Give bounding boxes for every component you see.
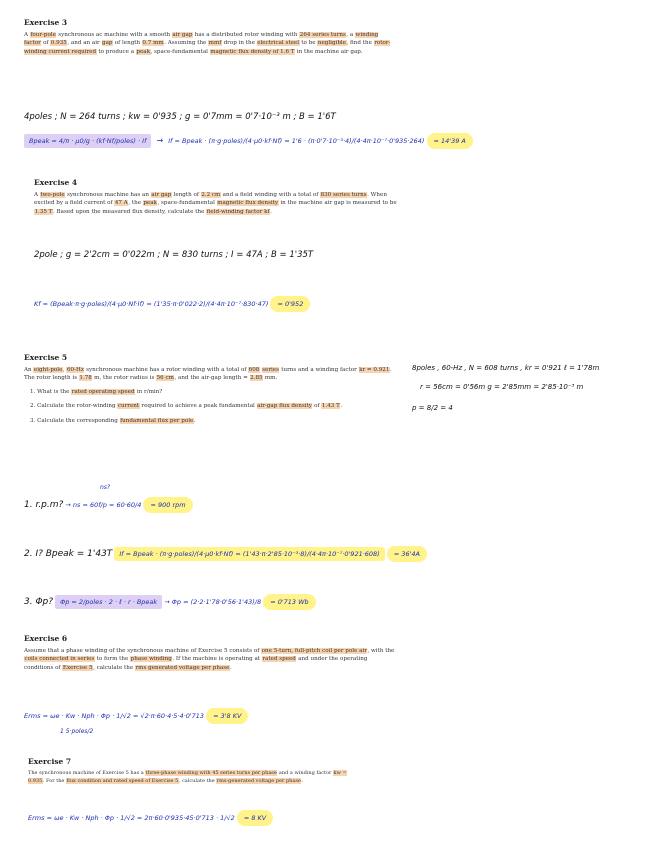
erms-formula-7: Erms = ωe · Kw · Nph · Φp · 1/√2 = 2π·60·0'935·45·0'713 · 1/√2 — [28, 814, 235, 822]
exercise-7-result: = 8 KV — [237, 810, 273, 826]
a3-formula: Φp = 2/poles · 2 · ℓ · r · Bpeak — [55, 595, 162, 609]
exercise-4-result: = 0'952 — [270, 296, 310, 312]
exercise-5-questions — [24, 388, 398, 425]
a3-formula-2: → Φp = (2·2·1'78·0'56·1'43)/8 — [164, 598, 262, 606]
exercise-6-result: = 3'8 KV — [206, 708, 248, 724]
a2-result: = 36'4A — [387, 546, 427, 562]
exercise-3-result: = 14'39 A — [427, 133, 473, 149]
exercise-3 — [24, 18, 394, 56]
exercise-5-a1-note: ns? — [100, 484, 111, 491]
a1-formula: → ns = 60f/p = 60·60/4 — [65, 501, 142, 509]
exercise-7-title: Exercise 7 — [28, 757, 72, 766]
exercise-5-given-3: p = 8/2 = 4 — [412, 404, 453, 412]
arrow-icon: → — [156, 136, 164, 145]
exercise-5-given-2: r = 56cm = 0'56m g = 2'85mm = 2'85·10⁻³ m — [420, 383, 584, 391]
if-formula: If = Bpeak · (π·g·poles)/(4·μ0·kf·Nf) = 1'6 · (π·0'7·10⁻³·4)/(4·4π·10⁻⁷·0'935·264) — [168, 137, 425, 145]
exercise-3-title: Exercise 3 — [24, 18, 68, 27]
a3-label: 3. Φp? — [24, 597, 54, 607]
exercise-7-text: The synchronous machine of Exercise 5 has a three-phase winding with 45 series turns per phase and a winding factor kw = 0.935. For the flux condition and rated speed of Exercise 5, calculate the rms-generated voltage per phase. — [28, 770, 347, 784]
kf-formula: Kf = (Bpeak·π·g·poles)/(4·μ0·Nf·If) = (1'35·π·0'022·2)/(4·4π·10⁻⁷·830·47) — [34, 300, 269, 308]
exercise-4-solution — [34, 300, 310, 308]
a2-label: 2. I? Bpeak = 1'43T — [24, 549, 113, 559]
exercise-3-text: A four-pole synchronous ac machine with a smooth air gap has a distributed rotor winding with 264 series turns, a winding factor of 0.935, and an air gap of length 0.7 mm. Assuming the mmf drop in the electrical steel to be negligible, find the rotor-winding current required to produce a peak, space-fundamental magnetic flux density of 1.6 T in the machine air gap. — [24, 32, 391, 55]
exercise-4-given: 2pole ; g = 2'2cm = 0'022m ; N = 830 turns ; I = 47A ; B = 1'35T — [34, 250, 314, 260]
exercise-7 — [28, 757, 358, 785]
question-1: 1. What is the rated operating speed in r/min? — [30, 388, 163, 395]
exercise-7-solution — [28, 814, 273, 822]
exercise-5-answer-2 — [24, 549, 427, 559]
exercise-6 — [24, 634, 398, 672]
exercise-3-solution — [24, 136, 473, 145]
a1-result: = 900 rpm — [143, 497, 192, 513]
a2-formula: If = Bpeak · (π·g·poles)/(4·μ0·kf·Nf) = (1'43·π·2'85·10⁻³·8)/(4·4π·10⁻⁷·0'921·608) — [114, 547, 384, 561]
exercise-3-given: 4poles ; N = 264 turns ; kw = 0'935 ; g = 0'7mm = 0'7·10⁻³ m ; B = 1'6T — [24, 112, 336, 122]
exercise-5 — [24, 353, 398, 431]
exercise-5-title: Exercise 5 — [24, 353, 68, 362]
exercise-5-text: An eight-pole, 60-Hz synchronous machine has a rotor winding with a total of 608 series turns and a winding factor kr = 0.921. The rotor length is 1.78 m, the rotor radius is 56 cm, and the air-gap length = 2.85 mm. — [24, 367, 392, 382]
erms-formula-6: Erms = ωe · Kw · Nph · Φp · 1/√2 = √2·π·60·4·5·4·0'713 — [24, 712, 205, 720]
exercise-6-solution — [24, 712, 248, 720]
exercise-5-answer-3 — [24, 597, 316, 607]
exercise-4-title: Exercise 4 — [34, 178, 78, 187]
exercise-5-answer-1 — [24, 500, 193, 510]
exercise-5-given-1: 8poles , 60-Hz , N = 608 turns , kr = 0'921 ℓ = 1'78m — [412, 364, 600, 372]
bpeak-formula: Bpeak = 4/π · μ0/g · (kf·Nf/poles) · If — [24, 134, 151, 148]
exercise-4-text: A two-pole synchronous machine has an air gap length of 2.2 cm and a field winding with a total of 830 series turns. When excited by a field current of 47 A, the peak, space-fundamental magnetic flux density in the machine air gap is measured to be 1.35 T. Based upon the measured flux density, calculate the field-winding factor kf. — [34, 192, 397, 215]
exercise-6-text: Assume that a phase winding of the synchronous machine of Exercise 5 consists of one 5-turn, full-pitch coil per pole air, with the coils connected in series to form the phase winding. If the machine is operating at rated speed and under the operating conditions of Exercise 5, calculate the rms generated voltage per phase. — [24, 648, 395, 671]
exercise-4 — [34, 178, 400, 216]
question-3: 3. Calculate the corresponding fundamental flux per pole. — [30, 417, 196, 424]
exercise-6-note: 1 5·poles/2 — [60, 728, 94, 735]
a3-result: = 0'713 Wb — [263, 594, 315, 610]
a1-label: 1. r.p.m? — [24, 500, 64, 510]
question-2: 2. Calculate the rotor-winding current required to achieve a peak fundamental air-gap flux density of 1.43 T. — [30, 403, 343, 410]
exercise-6-title: Exercise 6 — [24, 634, 68, 643]
